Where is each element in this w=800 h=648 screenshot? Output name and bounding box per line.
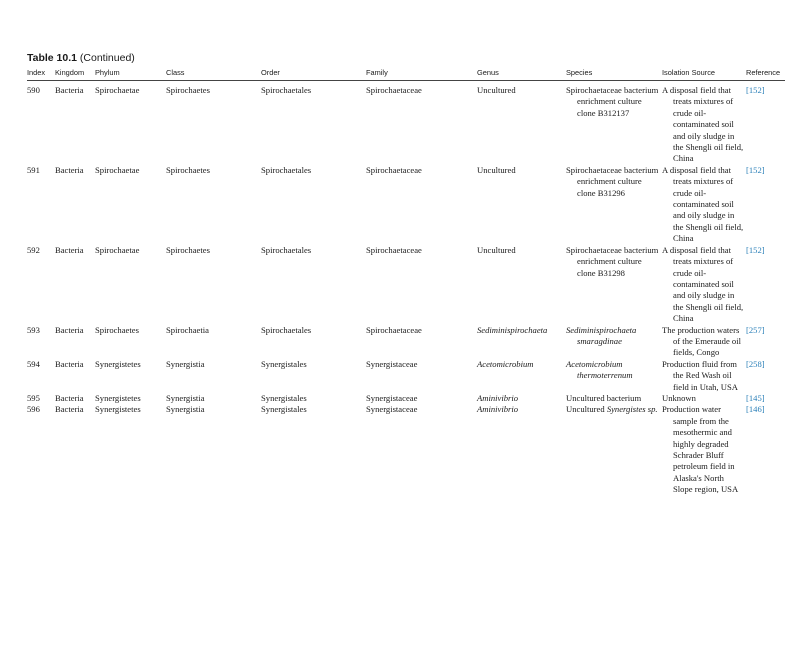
table-title (27, 52, 785, 65)
cell-kingdom: Bacteria (55, 392, 84, 403)
cell-isolation-source: Unknown (662, 392, 696, 403)
header-index: Index (27, 67, 55, 81)
table-note: (Continued) (79, 52, 135, 64)
data-table (27, 67, 785, 496)
table-row (27, 325, 785, 359)
cell-kingdom: Bacteria (55, 358, 84, 369)
cell-phylum: Spirochaetae (95, 244, 140, 255)
header-phylum: Phylum (95, 67, 166, 81)
header-genus: Genus (477, 67, 566, 81)
species-prefix: Uncultured (566, 404, 607, 415)
cell-index: 596 (27, 404, 40, 415)
cell-isolation-source: A disposal field that treats mixtures of crude oil-contaminated soil and oily sludge in the Shengli oil field, China (662, 164, 744, 244)
header-class: Class (166, 67, 261, 81)
cell-class: Spirochaetes (166, 164, 210, 175)
table-header-row (27, 67, 785, 81)
cell-phylum: Spirochaetae (95, 164, 140, 175)
cell-phylum: Synergistetes (95, 392, 141, 403)
cell-genus: Aminivibrio (477, 392, 519, 403)
cell-class: Spirochaetia (166, 324, 209, 335)
cell-isolation-source: The production waters of the Emeraude oil fields, Congo (662, 324, 742, 358)
cell-family: Spirochaetaceae (366, 85, 422, 95)
cell-family: Synergistaceae (366, 404, 418, 415)
cell-species: Acetomicrobium thermoterrenum (566, 358, 633, 381)
cell-index: 592 (27, 244, 40, 255)
table-row (27, 165, 785, 245)
cell-phylum: Spirochaetes (95, 324, 139, 335)
cell-order: Synergistales (261, 392, 307, 403)
reference-link[interactable]: [257] (746, 324, 765, 335)
cell-class: Spirochaetes (166, 85, 210, 95)
cell-genus: Sediminispirochaeta (477, 324, 548, 335)
header-isolation-source: Isolation Source (662, 67, 746, 81)
cell-species: Uncultured bacterium (566, 392, 642, 403)
cell-kingdom: Bacteria (55, 164, 84, 175)
table-row (27, 393, 785, 404)
header-order: Order (261, 67, 366, 81)
header-kingdom: Kingdom (55, 67, 95, 81)
reference-link[interactable]: [258] (746, 358, 765, 369)
reference-link[interactable]: [145] (746, 392, 765, 403)
cell-class: Synergistia (166, 358, 205, 369)
cell-phylum: Spirochaetae (95, 85, 140, 95)
cell-genus: Uncultured (477, 244, 516, 255)
header-family: Family (366, 67, 477, 81)
cell-species: Sediminispirochaeta smaragdinae (566, 324, 637, 346)
table-number: Table 10.1 (27, 52, 77, 64)
cell-class: Synergistia (166, 392, 205, 403)
cell-order: Spirochaetales (261, 244, 312, 255)
cell-species (566, 404, 662, 495)
cell-isolation-source: A disposal field that treats mixtures of crude oil-contaminated soil and oily sludge in the Shengli oil field, China (662, 244, 744, 324)
cell-order: Spirochaetales (261, 85, 312, 95)
cell-species: Spirochaetaceae bacterium enrichment culture clone B31296 (566, 164, 659, 198)
cell-kingdom: Bacteria (55, 404, 84, 415)
cell-index: 594 (27, 358, 40, 369)
cell-species: Spirochaetaceae bacterium enrichment culture clone B312137 (566, 85, 659, 118)
cell-index: 595 (27, 392, 40, 403)
cell-species: Spirochaetaceae bacterium enrichment culture clone B31298 (566, 244, 659, 278)
document-page (27, 52, 785, 496)
cell-family: Synergistaceae (366, 358, 418, 369)
reference-link[interactable]: [146] (746, 404, 765, 415)
table-row (27, 245, 785, 325)
cell-order: Spirochaetales (261, 164, 312, 175)
cell-family: Spirochaetaceae (366, 324, 422, 335)
cell-genus: Acetomicrobium (477, 358, 534, 369)
cell-index: 593 (27, 324, 40, 335)
reference-link[interactable]: [152] (746, 244, 765, 255)
cell-order: Synergistales (261, 358, 307, 369)
cell-isolation-source: A disposal field that treats mixtures of crude oil-contaminated soil and oily sludge in the Shengli oil field, China (662, 85, 744, 164)
cell-genus: Uncultured (477, 164, 516, 175)
table-row (27, 81, 785, 165)
cell-phylum: Synergistetes (95, 358, 141, 369)
cell-genus: Uncultured (477, 85, 516, 95)
cell-family: Synergistaceae (366, 392, 418, 403)
reference-link[interactable]: [152] (746, 164, 765, 175)
cell-index: 591 (27, 164, 40, 175)
cell-class: Synergistia (166, 404, 205, 415)
cell-kingdom: Bacteria (55, 85, 84, 95)
reference-link[interactable]: [152] (746, 85, 765, 95)
cell-order: Spirochaetales (261, 324, 312, 335)
table-row (27, 404, 785, 495)
cell-kingdom: Bacteria (55, 244, 84, 255)
cell-genus: Aminivibrio (477, 404, 519, 415)
table-row (27, 359, 785, 393)
species-italic: Synergistes sp. (606, 404, 658, 415)
cell-isolation-source: Production water sample from the mesothermic and highly degraded Schrader Bluff petroleum field in Alaska's North Slope region, USA (662, 404, 739, 495)
cell-order: Synergistales (261, 404, 307, 415)
cell-isolation-source: Production fluid from the Red Wash oil field in Utah, USA (662, 358, 738, 392)
cell-kingdom: Bacteria (55, 324, 84, 335)
cell-family: Spirochaetaceae (366, 244, 422, 255)
cell-phylum: Synergistetes (95, 404, 141, 415)
header-species: Species (566, 67, 662, 81)
cell-family: Spirochaetaceae (366, 164, 422, 175)
cell-index: 590 (27, 85, 40, 95)
cell-class: Spirochaetes (166, 244, 210, 255)
header-reference: Reference (746, 67, 785, 81)
